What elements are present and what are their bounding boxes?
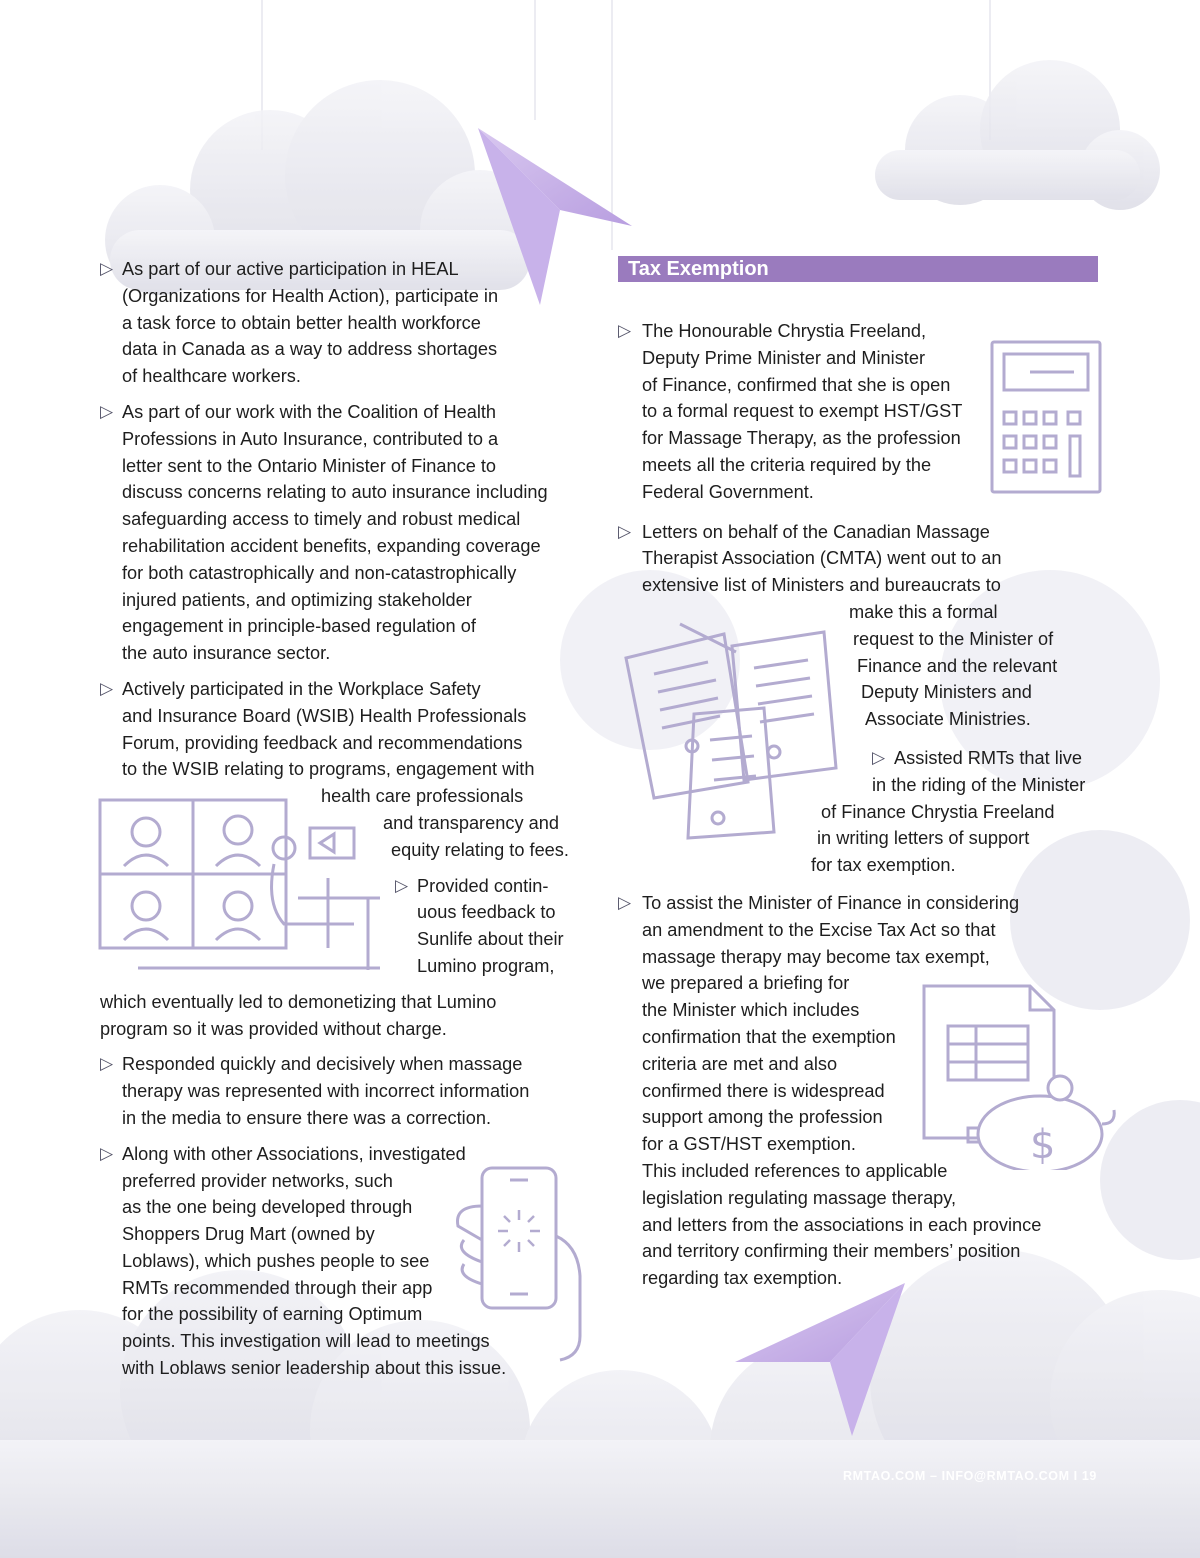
text-line: and Insurance Board (WSIB) Health Professionals bbox=[122, 705, 527, 726]
text-line: Shoppers Drug Mart (owned by bbox=[122, 1224, 375, 1245]
text-line: of Finance, confirmed that she is open bbox=[642, 374, 951, 395]
text-line: To assist the Minister of Finance in considering bbox=[642, 892, 1020, 913]
text-line: we prepared a briefing for bbox=[642, 973, 850, 994]
text-line: points. This investigation will lead to meetings bbox=[122, 1331, 490, 1352]
documents-icon bbox=[624, 618, 844, 840]
text-line: injured patients, and optimizing stakeholder bbox=[122, 589, 472, 610]
text-line: rehabilitation accident benefits, expanding coverage bbox=[122, 535, 541, 556]
text-line: (Organizations for Health Action), participate in bbox=[122, 285, 499, 306]
text-line: regarding tax exemption. bbox=[642, 1268, 843, 1289]
text-line: equity relating to fees. bbox=[391, 839, 569, 860]
triangle-bullet-icon: ▷ bbox=[872, 747, 886, 767]
text-line: in the media to ensure there was a correction. bbox=[122, 1107, 491, 1128]
text-line: the auto insurance sector. bbox=[122, 643, 331, 664]
triangle-bullet-icon: ▷ bbox=[618, 321, 632, 340]
smartphone-hand-icon bbox=[452, 1166, 588, 1362]
text-line: therapy was represented with incorrect information bbox=[122, 1081, 530, 1102]
text-line: Actively participated in the Workplace Safety bbox=[122, 678, 481, 699]
text-line: Provided contin- bbox=[417, 875, 549, 896]
text-line: Associate Ministries. bbox=[865, 709, 1031, 730]
text-line: Therapist Association (CMTA) went out to an bbox=[642, 548, 1002, 569]
text-line: program so it was provided without charge. bbox=[100, 1018, 447, 1039]
text-line: Lumino program, bbox=[417, 955, 555, 976]
text-line: Professions in Auto Insurance, contributed to a bbox=[122, 428, 499, 449]
list-item bbox=[100, 1051, 590, 1131]
text-line: for both catastrophically and non-catastrophically bbox=[122, 562, 517, 583]
text-line: Responded quickly and decisively when massage bbox=[122, 1054, 523, 1075]
text-line: discuss concerns relating to auto insurance including bbox=[122, 482, 548, 503]
text-line: in writing letters of support bbox=[817, 828, 1030, 849]
triangle-bullet-icon: ▷ bbox=[100, 1143, 114, 1163]
text-line: with Loblaws senior leadership about this issue. bbox=[122, 1358, 507, 1379]
section-heading: Tax Exemption bbox=[618, 256, 1098, 282]
text-line: health care professionals bbox=[321, 786, 524, 807]
page-footer: RMTAO.COM – INFO@RMTAO.COM I 19 bbox=[843, 1469, 1097, 1483]
triangle-bullet-icon: ▷ bbox=[395, 875, 409, 895]
text-line: a task force to obtain better health workforce bbox=[122, 312, 481, 333]
cloud bbox=[875, 60, 1160, 210]
calculator-icon bbox=[990, 340, 1104, 496]
list-item bbox=[100, 399, 590, 667]
text-line: uous feedback to bbox=[417, 902, 556, 923]
text-line: Loblaws), which pushes people to see bbox=[122, 1250, 430, 1271]
text-line: engagement in principle-based regulation of bbox=[122, 616, 476, 637]
text-line: massage therapy may become tax exempt, bbox=[642, 946, 990, 967]
triangle-bullet-icon: ▷ bbox=[100, 1054, 114, 1074]
text-line: as the one being developed through bbox=[122, 1197, 413, 1218]
text-line: make this a formal bbox=[849, 601, 998, 622]
list-item bbox=[100, 256, 590, 390]
text-line: As part of our work with the Coalition of Health bbox=[122, 401, 497, 422]
text-line: confirmation that the exemption bbox=[642, 1026, 896, 1047]
text-line: RMTs recommended through their app bbox=[122, 1277, 433, 1298]
text-line: the Minister which includes bbox=[642, 1000, 860, 1021]
text-line: Federal Government. bbox=[642, 481, 814, 502]
text-line: confirmed there is widespread bbox=[642, 1080, 885, 1101]
triangle-bullet-icon: ▷ bbox=[100, 678, 114, 698]
text-line: Along with other Associations, investigated bbox=[122, 1143, 466, 1164]
text-line: preferred provider networks, such bbox=[122, 1170, 393, 1191]
svg-text:$: $ bbox=[1030, 1122, 1056, 1168]
text-line: request to the Minister of bbox=[853, 628, 1054, 649]
text-line: and transparency and bbox=[383, 812, 559, 833]
text-line: of Finance Chrystia Freeland bbox=[821, 801, 1055, 822]
text-line: meets all the criteria required by the bbox=[642, 454, 932, 475]
triangle-bullet-icon: ▷ bbox=[100, 259, 114, 278]
text-line: Forum, providing feedback and recommendations bbox=[122, 732, 523, 753]
text-line: criteria are met and also bbox=[642, 1053, 838, 1074]
text-line: and letters from the associations in each province bbox=[642, 1214, 1042, 1235]
text-line: legislation regulating massage therapy, bbox=[642, 1187, 957, 1208]
text-line: Deputy Prime Minister and Minister bbox=[642, 347, 926, 368]
text-line: data in Canada as a way to address shortages bbox=[122, 339, 498, 360]
piggy-bank-document-icon bbox=[922, 984, 1118, 1170]
text-line: Letters on behalf of the Canadian Massage bbox=[642, 521, 990, 542]
text-line: for the possibility of earning Optimum bbox=[122, 1304, 423, 1325]
text-line: an amendment to the Excise Tax Act so that bbox=[642, 919, 996, 940]
text-line: in the riding of the Minister bbox=[872, 774, 1086, 795]
text-line: The Honourable Chrystia Freeland, bbox=[642, 321, 927, 341]
text-line: and territory confirming their members’ position bbox=[642, 1241, 1021, 1262]
triangle-bullet-icon: ▷ bbox=[618, 892, 632, 912]
text-line: Assisted RMTs that live bbox=[894, 747, 1082, 768]
text-line: which eventually led to demonetizing that Lumino bbox=[100, 991, 497, 1012]
paragraph-continuation bbox=[100, 989, 590, 1043]
text-line: for Massage Therapy, as the profession bbox=[642, 428, 961, 449]
text-line: Finance and the relevant bbox=[857, 655, 1058, 676]
text-line: Deputy Ministers and bbox=[861, 682, 1032, 703]
text-line: As part of our active participation in HEAL bbox=[122, 259, 459, 279]
text-line: letter sent to the Ontario Minister of Finance to bbox=[122, 455, 497, 476]
text-line: safeguarding access to timely and robust medical bbox=[122, 509, 521, 530]
triangle-bullet-icon: ▷ bbox=[618, 521, 632, 541]
text-line: This included references to applicable bbox=[642, 1160, 948, 1181]
text-line: Sunlife about their bbox=[417, 929, 564, 950]
text-line: to a formal request to exempt HST/GST bbox=[642, 401, 963, 422]
text-line: extensive list of Ministers and bureaucrats to bbox=[642, 575, 1001, 596]
text-line: to the WSIB relating to programs, engagement with bbox=[122, 759, 535, 780]
text-line: of healthcare workers. bbox=[122, 366, 301, 387]
text-line: support among the profession bbox=[642, 1107, 883, 1128]
triangle-bullet-icon: ▷ bbox=[100, 401, 114, 421]
text-line: for tax exemption. bbox=[811, 855, 956, 876]
text-line: for a GST/HST exemption. bbox=[642, 1134, 856, 1155]
video-call-icon bbox=[98, 798, 380, 970]
